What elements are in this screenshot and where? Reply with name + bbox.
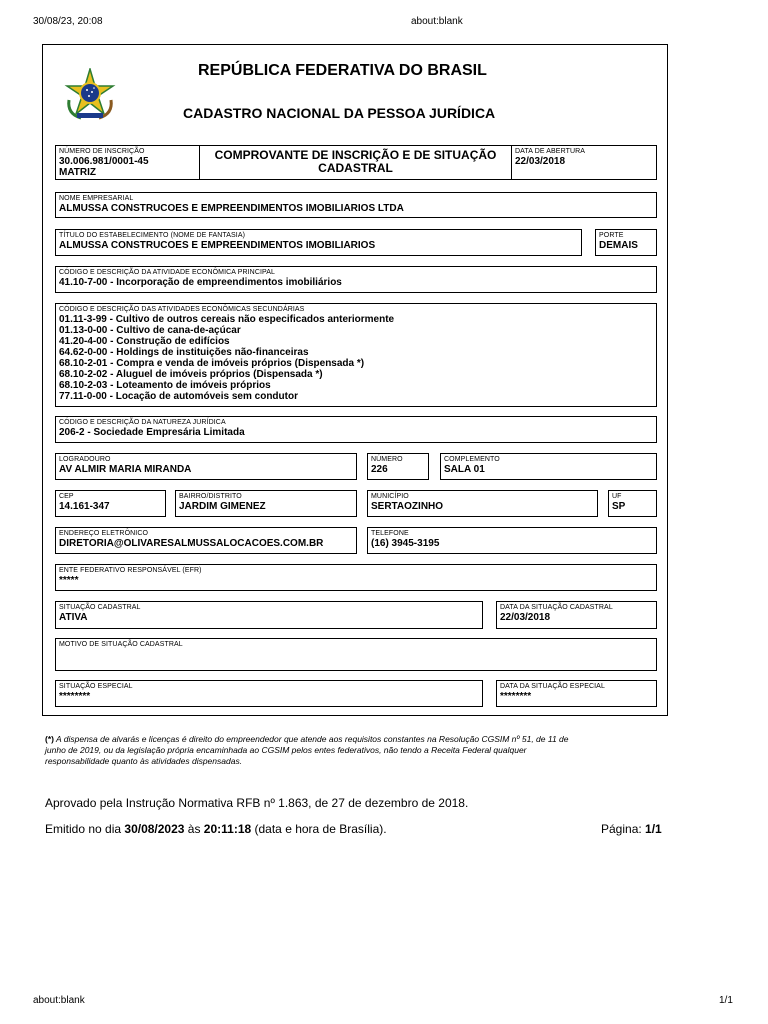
- number-label: NÚMERO: [371, 456, 403, 463]
- special-status-label: SITUAÇÃO ESPECIAL: [59, 683, 133, 690]
- footnote-marker: (*): [45, 734, 54, 744]
- number-value: 226: [371, 464, 388, 475]
- company-name-box: [55, 192, 657, 218]
- complement-box: [440, 453, 657, 480]
- status-date-box: [496, 601, 657, 629]
- efr-value: *****: [59, 575, 79, 586]
- page-label: Página:: [601, 822, 646, 836]
- secondary-activity-item: 64.62-0-00 - Holdings de instituições não-financeiras: [59, 347, 309, 358]
- emission-middle: às: [184, 822, 204, 836]
- street-value: AV ALMIR MARIA MIRANDA: [59, 464, 192, 475]
- street-box: [55, 453, 357, 480]
- complement-label: COMPLEMENTO: [444, 456, 500, 463]
- special-status-date-label: DATA DA SITUAÇÃO ESPECIAL: [500, 683, 605, 690]
- secondary-activities-box: [55, 303, 657, 407]
- certificate-title-box: [199, 145, 512, 180]
- print-footer-url: about:blank: [33, 995, 85, 1006]
- number-box: [367, 453, 429, 480]
- uf-label: UF: [612, 493, 622, 500]
- city-value: SERTAOZINHO: [371, 501, 444, 512]
- special-status-box: [55, 680, 483, 707]
- special-status-date-box: [496, 680, 657, 707]
- secondary-activity-item: 68.10-2-01 - Compra e venda de imóveis próprios (Dispensada *): [59, 358, 365, 369]
- emission-prefix: Emitido no dia: [45, 822, 125, 836]
- emission-text: [45, 822, 387, 836]
- inscription-box: [55, 145, 200, 180]
- main-activity-box: [55, 266, 657, 293]
- email-box: [55, 527, 357, 554]
- secondary-activity-item: 01.11-3-99 - Cultivo de outros cereais não especificados anteriormente: [59, 314, 395, 325]
- phone-box: [367, 527, 657, 554]
- print-footer-page: 1/1: [719, 995, 733, 1006]
- email-value: DIRETORIA@OLIVARESALMUSSALOCACOES.COM.BR: [59, 538, 324, 549]
- special-status-date-value: ********: [500, 691, 532, 702]
- cep-box: [55, 490, 166, 517]
- secondary-activity-item: 68.10-2-03 - Loteamento de imóveis próprios: [59, 380, 271, 391]
- secondary-activity-item: 01.13-0-00 - Cultivo de cana-de-açúcar: [59, 325, 241, 336]
- trade-name-box: [55, 229, 582, 256]
- footnote: [45, 734, 665, 767]
- main-activity-value: 41.10-7-00 - Incorporação de empreendimentos imobiliários: [59, 277, 342, 288]
- approval-text: Aprovado pela Instrução Normativa RFB nº 1.863, de 27 de dezembro de 2018.: [45, 796, 469, 810]
- inscription-type: MATRIZ: [59, 167, 97, 178]
- street-label: LOGRADOURO: [59, 456, 111, 463]
- main-activity-label: CÓDIGO E DESCRIÇÃO DA ATIVIDADE ECONÔMICA PRINCIPAL: [59, 269, 276, 276]
- phone-value: (16) 3945-3195: [371, 538, 440, 549]
- status-box: [55, 601, 483, 629]
- secondary-activity-item: 77.11-0-00 - Locação de automóveis sem condutor: [59, 391, 298, 402]
- city-box: [367, 490, 598, 517]
- status-reason-label: MOTIVO DE SITUAÇÃO CADASTRAL: [59, 641, 183, 648]
- republic-title: REPÚBLICA FEDERATIVA DO BRASIL: [198, 62, 487, 79]
- email-label: ENDEREÇO ELETRÔNICO: [59, 530, 149, 537]
- district-value: JARDIM GIMENEZ: [179, 501, 266, 512]
- legal-nature-value: 206-2 - Sociedade Empresária Limitada: [59, 427, 245, 438]
- inscription-number: 30.006.981/0001-45: [59, 156, 149, 167]
- footnote-line1: A dispensa de alvarás e licenças é direito do empreendedor que atende aos requisitos constantes na Resolução CGSIM nº 51, de 11 de: [56, 734, 569, 744]
- trade-name-label: TÍTULO DO ESTABELECIMENTO (NOME DE FANTASIA): [59, 232, 246, 239]
- district-label: BAIRRO/DISTRITO: [179, 493, 242, 500]
- footnote-line2: junho de 2019, ou da legislação própria encaminhada ao CGSIM pelos entes federativos, não tendo a Receita Federal qualquer: [45, 745, 527, 755]
- size-box: [595, 229, 657, 256]
- status-date-label: DATA DA SITUAÇÃO CADASTRAL: [500, 604, 613, 611]
- emission-time: 20:11:18: [203, 822, 252, 836]
- status-label: SITUAÇÃO CADASTRAL: [59, 604, 141, 611]
- status-value: ATIVA: [59, 612, 88, 623]
- district-box: [175, 490, 357, 517]
- footnote-line3: responsabilidade quanto às atividades dispensadas.: [45, 756, 243, 766]
- secondary-activity-item: 41.20-4-00 - Construção de edifícios: [59, 336, 230, 347]
- cep-label: CEP: [59, 493, 74, 500]
- uf-box: [608, 490, 657, 517]
- secondary-activity-item: 68.10-2-02 - Aluguel de imóveis próprios (Dispensada *): [59, 369, 323, 380]
- page-indicator: [601, 822, 662, 836]
- company-name-label: NOME EMPRESARIAL: [59, 195, 134, 202]
- city-label: MUNICÍPIO: [371, 493, 409, 500]
- brazil-coat-of-arms-icon: [63, 68, 117, 122]
- cep-value: 14.161-347: [59, 501, 110, 512]
- legal-nature-label: CÓDIGO E DESCRIÇÃO DA NATUREZA JURÍDICA: [59, 419, 226, 426]
- certificate-title-line1: COMPROVANTE DE INSCRIÇÃO E DE SITUAÇÃO: [214, 148, 497, 162]
- legal-nature-box: [55, 416, 657, 443]
- uf-value: SP: [612, 501, 626, 512]
- emission-date: 30/08/2023: [124, 822, 185, 836]
- registry-title: CADASTRO NACIONAL DA PESSOA JURÍDICA: [183, 105, 496, 121]
- opening-date-box: [511, 145, 657, 180]
- opening-date-label: DATA DE ABERTURA: [515, 148, 586, 155]
- complement-value: SALA 01: [444, 464, 485, 475]
- emission-suffix: (data e hora de Brasília).: [251, 822, 387, 836]
- efr-box: [55, 564, 657, 591]
- secondary-activities-label: CÓDIGO E DESCRIÇÃO DAS ATIVIDADES ECONÔMICAS SECUNDÁRIAS: [59, 306, 305, 313]
- special-status-value: ********: [59, 691, 91, 702]
- efr-label: ENTE FEDERATIVO RESPONSÁVEL (EFR): [59, 567, 202, 574]
- phone-label: TELEFONE: [371, 530, 409, 537]
- size-label: PORTE: [599, 232, 624, 239]
- inscription-label: NÚMERO DE INSCRIÇÃO: [59, 148, 145, 155]
- page-value: 1/1: [645, 822, 662, 836]
- print-url: about:blank: [411, 16, 463, 27]
- status-date-value: 22/03/2018: [500, 612, 551, 623]
- status-reason-box: [55, 638, 657, 671]
- trade-name-value: ALMUSSA CONSTRUCOES E EMPREENDIMENTOS IMOBILIARIOS: [59, 240, 376, 251]
- certificate-title-line2: CADASTRAL: [318, 161, 393, 175]
- size-value: DEMAIS: [599, 240, 638, 251]
- seal-circle: [80, 83, 100, 103]
- print-datetime: 30/08/23, 20:08: [33, 16, 103, 27]
- company-name-value: ALMUSSA CONSTRUCOES E EMPREENDIMENTOS IMOBILIARIOS LTDA: [59, 203, 404, 214]
- opening-date-value: 22/03/2018: [515, 156, 566, 167]
- seal-ribbon: [77, 113, 103, 118]
